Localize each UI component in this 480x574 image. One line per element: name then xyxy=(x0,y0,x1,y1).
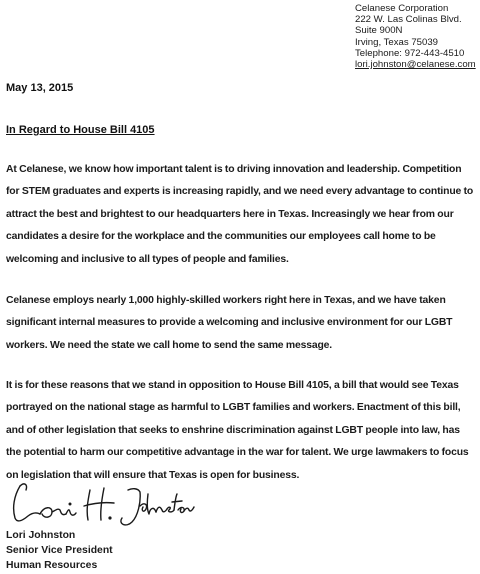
signatory-name: Lori Johnston xyxy=(6,530,76,541)
email-link[interactable]: lori.johnston@celanese.com xyxy=(355,59,476,71)
body-paragraph-2: Celanese employs nearly 1,000 highly-skilled workers right here in Texas, and we have taken significant internal measures to provide a welcoming and inclusive environment for our LGBT workers. We need the state we call home to send the same message. xyxy=(6,295,453,351)
letterhead-address xyxy=(355,3,476,70)
handwritten-signature xyxy=(6,476,196,532)
body-paragraph-1: At Celanese, we know how important talent is to driving innovation and leadership. Competition for STEM graduates and experts is increasing rapidly, and we need every advantage to continue to attract the best and brightest to our headquarters here in Texas. Increasingly we hear from our candidates a desire for the workplace and the communities our employees call home to be welcoming and inclusive to all types of people and families. xyxy=(6,164,474,265)
signatory-department: Human Resources xyxy=(6,560,98,571)
street-address: 222 W. Las Colinas Blvd. xyxy=(355,14,462,26)
body-paragraph-3: It is for these reasons that we stand in opposition to House Bill 4105, a bill that would see Texas portrayed on the national stage as harmful to LGBT families and workers. Enactment of this bill, and of other legislation that seeks to enshrine discrimination against LGBT people into law, has the potential to harm our competitive advantage in the war for talent. We urge lawmakers to focus on legislation that will ensure that Texas is open for business. xyxy=(6,380,469,481)
signatory-block xyxy=(6,528,113,573)
signatory-title: Senior Vice President xyxy=(6,545,113,556)
letter-subject: In Regard to House Bill 4105 xyxy=(6,124,155,136)
letter-date: May 13, 2015 xyxy=(6,82,74,94)
company-name: Celanese Corporation xyxy=(355,3,449,14)
city-state-zip: Irving, Texas 75039 xyxy=(355,36,439,48)
telephone-number: Telephone: 972-443-4510 xyxy=(355,47,465,59)
suite-number: Suite 900N xyxy=(355,25,403,37)
